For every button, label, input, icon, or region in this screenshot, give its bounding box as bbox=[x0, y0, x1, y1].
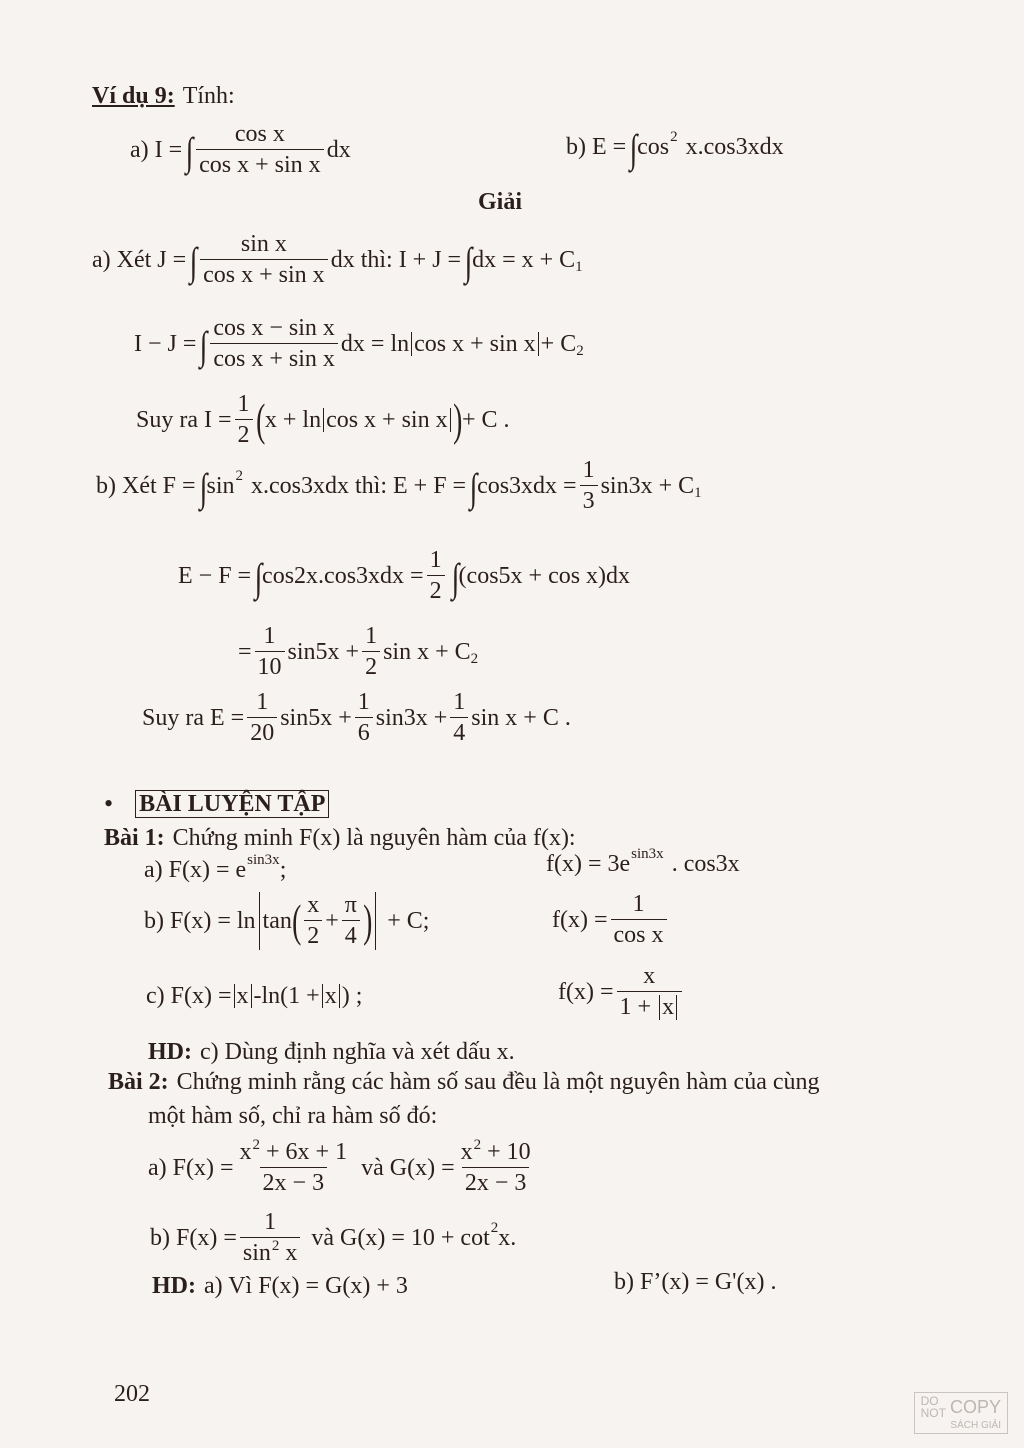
exercise-2b: b) F(x) = $\frac{1}{\sin^2 x}$ và G(x) = 10 + cot 2 x. bbox=[150, 1209, 517, 1267]
solution-b-line4: Suy ra E = $\frac{1}{20}$ sin5x + $\frac{1}{6}$ sin3x + $\frac{1}{4}$ sin x + C . bbox=[142, 689, 571, 747]
example-title: Ví dụ 9: bbox=[92, 83, 175, 109]
integral-sign: ∫ bbox=[629, 126, 638, 171]
solution-heading: Giải bbox=[478, 189, 523, 215]
hint-2b: b) F’(x) = G'(x) . bbox=[614, 1269, 777, 1295]
watermark-logo: DO NOT COPY SÁCH GIẢI bbox=[914, 1392, 1008, 1434]
solution-a-line2: I − J = ∫ $\frac{\text{cos x − sin x}}{\text{cos x + sin x}}$ dx = ln cos x + sin x + C 2 bbox=[134, 315, 584, 373]
practice-heading bbox=[104, 790, 329, 818]
exercise-1-heading: Bài 1: Chứng minh F(x) là nguyên hàm của f(x): bbox=[104, 825, 576, 851]
practice-title-box: BÀI LUYỆN TẬP bbox=[135, 790, 329, 818]
example-part-b: b) E = ∫ cos 2 x.cos3xdx bbox=[566, 126, 784, 171]
exercise-2-heading: Bài 2: Chứng minh rằng các hàm số sau đều là một nguyên hàm của cùng bbox=[108, 1069, 820, 1095]
solution-b-line1: b) Xét F = ∫ sin 2 x.cos3xdx thì: E + F = ∫ cos3xdx = $\frac{1}{3}$ sin3x + C 1 bbox=[96, 457, 702, 515]
example-heading bbox=[92, 84, 235, 108]
exercise-1a-left: a) F(x) = e sin3x ; bbox=[144, 851, 287, 883]
exercise-2-heading-cont: một hàm số, chỉ ra hàm số đó: bbox=[148, 1103, 438, 1129]
example-task: Tính: bbox=[182, 83, 235, 109]
hint-2a: HD: a) Vì F(x) = G(x) + 3 bbox=[152, 1273, 408, 1299]
solution-b-line3: = $\frac{1}{10}$ sin5x + $\frac{1}{2}$ sin x + C 2 bbox=[238, 623, 479, 681]
integral-sign: ∫ bbox=[185, 129, 194, 175]
bullet: • bbox=[104, 789, 114, 818]
solution-b-line2: E − F = ∫ cos2x.cos3xdx = $\frac{1}{2}$ ∫ (cos5x + cos x)dx bbox=[178, 547, 631, 605]
exercise-1c-right: f(x) = $\frac{x}{1 + x}$ bbox=[558, 964, 685, 1020]
hint-1: HD: c) Dùng định nghĩa và xét dấu x. bbox=[148, 1039, 515, 1065]
exercise-1b-right: f(x) = $\frac{1}{\text{cos x}}$ bbox=[552, 892, 670, 948]
exercise-1b-left: b) F(x) = ln tan ( $\frac{x}{2}$ + $\frac{\pi}{4}$ ) + C; bbox=[144, 891, 430, 949]
example-part-a: a) I = ∫ $\frac{\text{cos x}}{\text{cos x + sin x}}$ dx bbox=[130, 121, 351, 179]
fraction: $\frac{\text{cos x}}{\text{cos x + sin x}}$ bbox=[196, 122, 324, 178]
page-number: 202 bbox=[114, 1381, 150, 1407]
solution-a-line3: Suy ra I = $\frac{1}{2}$ ( x + ln cos x + sin x ) + C . bbox=[136, 391, 510, 449]
exercise-2a: a) F(x) = $\frac{x^2 + 6x + 1}{2x - 3}$ và G(x) = $\frac{x^2 + 10}{2x - 3}$ bbox=[148, 1137, 531, 1197]
exercise-1c-left: c) F(x) = x -ln(1 + x ) ; bbox=[146, 983, 363, 1009]
solution-a-line1: a) Xét J = ∫ $\frac{\text{sin x}}{\text{cos x + sin x}}$ dx thì: I + J = ∫ dx = x + C 1 bbox=[92, 231, 583, 289]
exercise-1a-right: f(x) = 3e sin3x . cos3x bbox=[546, 845, 740, 877]
